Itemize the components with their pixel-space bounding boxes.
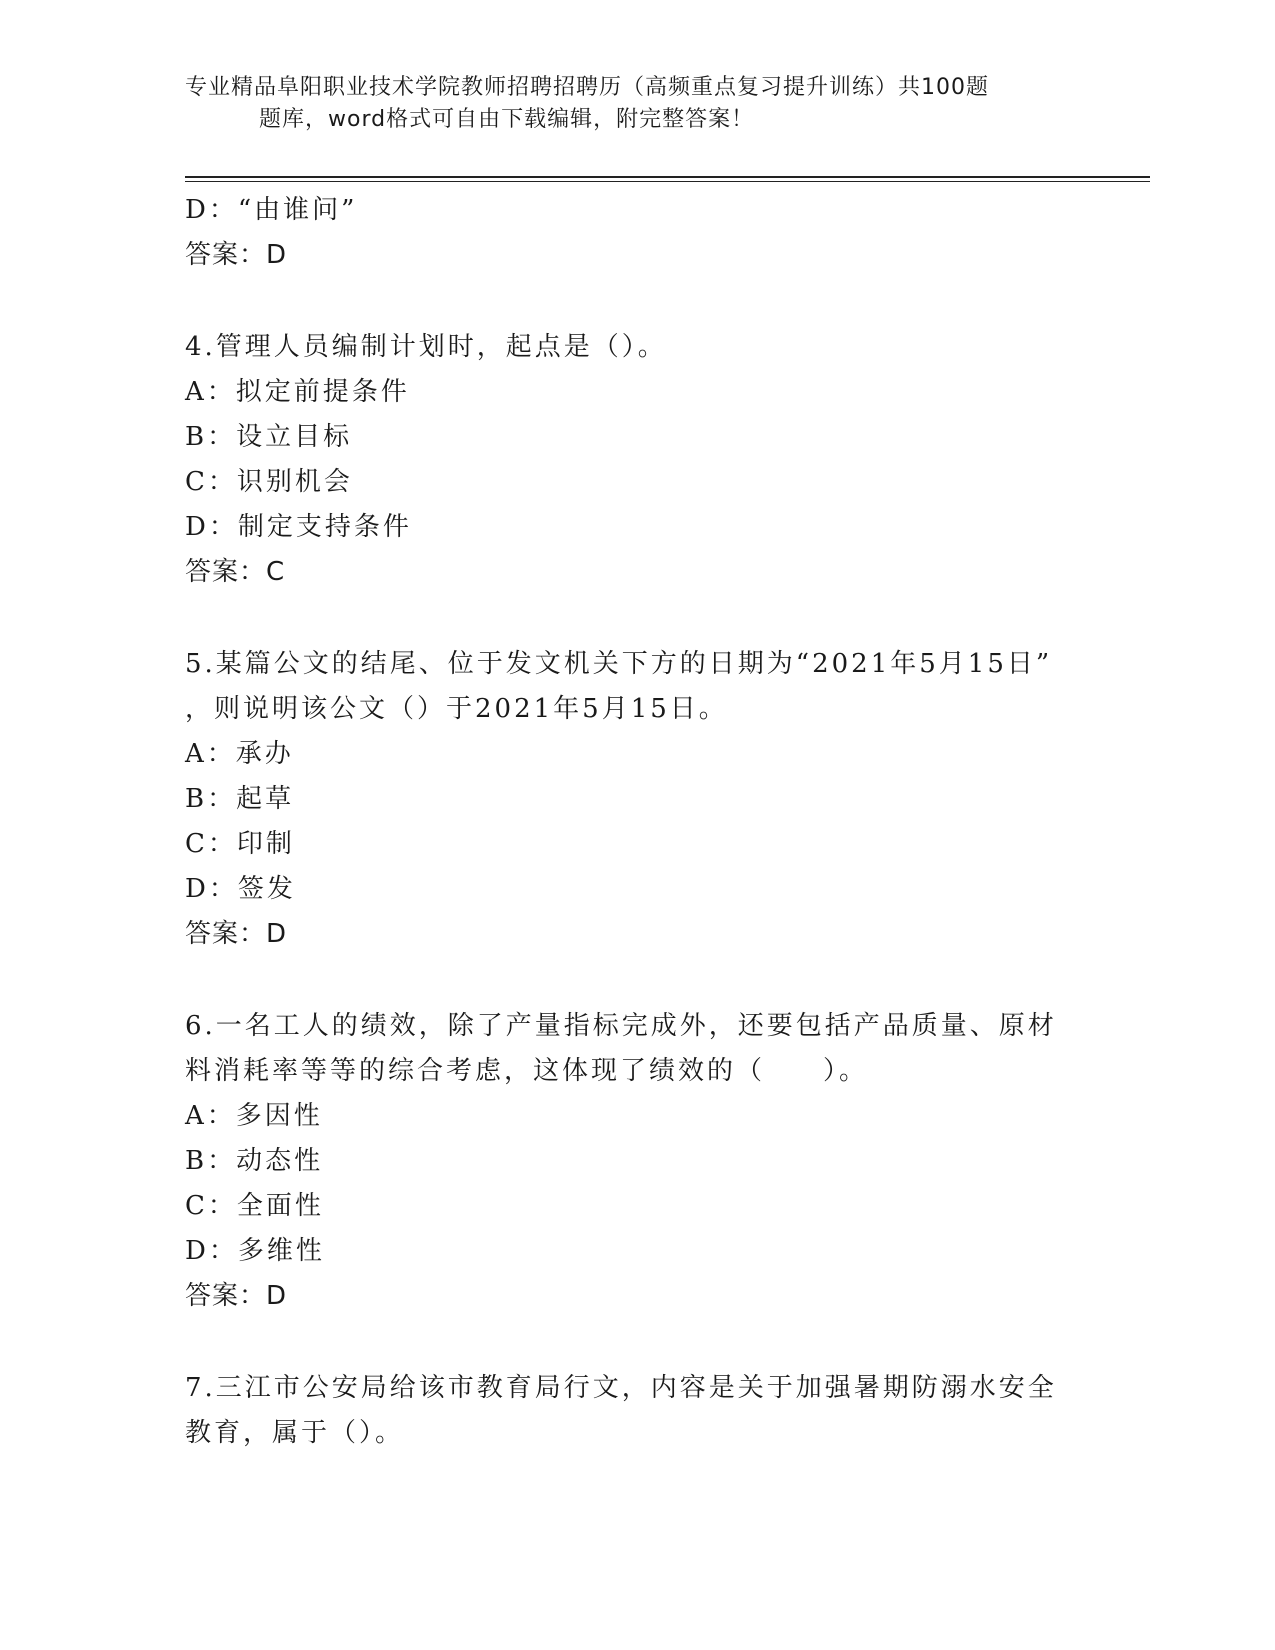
header-line-2: 题库，word格式可自由下载编辑，附完整答案！ [259, 107, 755, 132]
q4-option-d: D：制定支持条件 [185, 512, 412, 542]
q6-option-c: C：全面性 [185, 1191, 324, 1221]
q5-stem-line-1: 5.某篇公文的结尾、位于发文机关下方的日期为“2021年5月15日” [185, 649, 1053, 679]
document-header [185, 72, 1065, 136]
q4-answer: 答案：C [185, 557, 286, 587]
q5-option-c: C：印制 [185, 829, 295, 859]
q5-option-d: D：签发 [185, 874, 296, 904]
q5-option-a: A：承办 [185, 739, 294, 769]
q4-option-a: A：拟定前提条件 [185, 377, 410, 407]
q5-option-b: B：起草 [185, 784, 295, 814]
spacer [185, 595, 1065, 642]
q3-answer: 答案：D [185, 240, 288, 270]
question-list [185, 188, 1065, 1456]
q3-option-d: D：“由谁问” [185, 195, 358, 225]
q4-stem: 4.管理人员编制计划时，起点是（）。 [185, 332, 667, 362]
q4-option-c: C：识别机会 [185, 467, 353, 497]
spacer [185, 957, 1065, 1004]
q6-option-d: D：多维性 [185, 1236, 325, 1266]
spacer [185, 278, 1065, 325]
header-divider-thin [185, 181, 1150, 182]
q6-option-a: A：多因性 [185, 1101, 323, 1131]
q4-option-b: B：设立目标 [185, 422, 353, 452]
q6-stem-line-2: 料消耗率等等的综合考虑，这体现了绩效的（ ）。 [185, 1056, 869, 1086]
q7-stem-line-1: 7.三江市公安局给该市教育局行文，内容是关于加强暑期防溺水安全 [185, 1373, 1057, 1403]
q6-option-b: B：动态性 [185, 1146, 324, 1176]
q6-answer: 答案：D [185, 1281, 288, 1311]
q5-answer: 答案：D [185, 919, 288, 949]
header-divider-thick [185, 176, 1150, 178]
q6-stem-line-1: 6.一名工人的绩效，除了产量指标完成外，还要包括产品质量、原材 [185, 1011, 1057, 1041]
spacer [185, 1319, 1065, 1366]
header-line-1: 专业精品阜阳职业技术学院教师招聘招聘历（高频重点复习提升训练）共100题 [185, 75, 989, 100]
q5-stem-line-2: ，则说明该公文（）于2021年5月15日。 [185, 694, 728, 724]
q7-stem-line-2: 教育，属于（）。 [185, 1418, 405, 1448]
